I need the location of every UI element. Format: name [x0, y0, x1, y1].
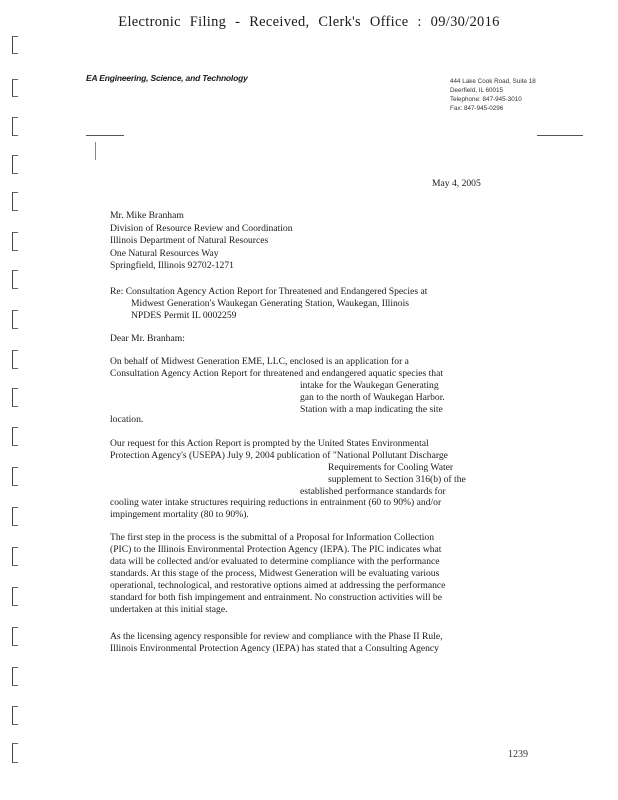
company-address — [450, 77, 536, 113]
margin-mark — [12, 232, 18, 251]
margin-mark — [12, 587, 18, 606]
margin-mark — [12, 270, 18, 289]
recipient-line: Illinois Department of Natural Resources — [110, 235, 269, 247]
paragraph-line: Requirements for Cooling Water — [328, 462, 454, 473]
paragraph-line: Station with a map indicating the site — [300, 404, 443, 415]
margin-mark — [12, 743, 18, 763]
paragraph-line: Protection Agency's (USEPA) July 9, 2004 publication of "National Pollutant Discharge — [110, 450, 448, 461]
address-line: 444 Lake Cook Road, Suite 18 — [450, 78, 536, 85]
recipient-line: One Natural Resources Way — [110, 247, 219, 259]
paragraph-line: undertaken at this initial stage. — [110, 604, 228, 615]
margin-mark — [12, 388, 18, 407]
paragraph-line: established performance standards for — [300, 486, 446, 497]
margin-mark — [12, 36, 18, 54]
paragraph-line: supplement to Section 316(b) of the — [328, 474, 466, 485]
paragraph-line: (PIC) to the Illinois Environmental Protection Agency (IEPA). The PIC indicates what — [110, 544, 442, 555]
salutation: Dear Mr. Branham: — [110, 333, 185, 344]
filing-stamp: Electronic Filing - Received, Clerk's Office : 09/30/2016 — [118, 14, 500, 30]
company-name: EA Engineering, Science, and Technology — [86, 73, 248, 83]
paragraph-line: Illinois Environmental Protection Agency (IEPA) has stated that a Consulting Agency — [110, 643, 439, 654]
margin-mark — [12, 79, 18, 97]
margin-mark — [12, 547, 18, 566]
subject-line: Midwest Generation's Waukegan Generating Station, Waukegan, Illinois — [131, 298, 409, 309]
margin-mark — [12, 117, 18, 136]
recipient-line: Division of Resource Review and Coordination — [110, 222, 293, 234]
paragraph-line: standard for both fish impingement and entrainment. No construction activities will be — [110, 592, 442, 603]
paragraph-line: location. — [110, 414, 144, 425]
recipient-line: Mr. Mike Branham — [110, 210, 184, 221]
margin-tick — [95, 142, 96, 160]
margin-mark — [12, 427, 18, 446]
margin-mark — [12, 155, 18, 174]
subject-line: NPDES Permit IL 0002259 — [131, 310, 237, 321]
margin-mark — [12, 706, 18, 725]
paragraph-line: intake for the Waukegan Generating — [300, 380, 439, 391]
margin-mark — [12, 507, 18, 526]
paragraph-line: Our request for this Action Report is prompted by the United States Environmental — [110, 438, 429, 449]
margin-mark — [12, 667, 18, 686]
paragraph-line: As the licensing agency responsible for review and compliance with the Phase II Rule, — [110, 631, 443, 642]
recipient-line: Springfield, Illinois 92702-1271 — [110, 260, 234, 272]
paragraph-line: The first step in the process is the submittal of a Proposal for Information Collection — [110, 532, 434, 543]
rule-left — [86, 135, 124, 136]
margin-mark — [12, 627, 18, 646]
paragraph-line: operational, technological, and restorative options aimed at addressing the performance — [110, 580, 446, 591]
subject-line: Re: Consultation Agency Action Report for Threatened and Endangered Species at — [110, 286, 428, 297]
paragraph-line: gan to the north of Waukegan Harbor. — [300, 392, 445, 403]
paragraph-line: cooling water intake structures requiring reductions in entrainment (60 to 90%) and/or — [110, 497, 442, 508]
address-line: Deerfield, IL 60015 — [450, 87, 503, 94]
paragraph-line: On behalf of Midwest Generation EME, LLC, enclosed is an application for a — [110, 356, 409, 367]
page-number: 1239 — [508, 749, 528, 760]
margin-mark — [12, 192, 18, 211]
rule-right — [537, 135, 583, 136]
address-line: Telephone: 847-945-3010 — [450, 96, 522, 103]
paragraph-line: impingement mortality (80 to 90%). — [110, 509, 249, 520]
letter-date: May 4, 2005 — [432, 178, 481, 189]
address-line: Fax: 847-945-0296 — [450, 105, 504, 112]
margin-mark — [12, 467, 18, 486]
paragraph-line: standards. At this stage of the process, Midwest Generation will be evaluating various — [110, 568, 440, 579]
paragraph-line: Consultation Agency Action Report for threatened and endangered aquatic species that — [110, 368, 444, 379]
margin-mark — [12, 350, 18, 369]
margin-mark — [12, 310, 18, 329]
paragraph-line: data will be collected and/or evaluated to determine compliance with the performance — [110, 556, 440, 567]
recipient-block — [110, 210, 293, 273]
